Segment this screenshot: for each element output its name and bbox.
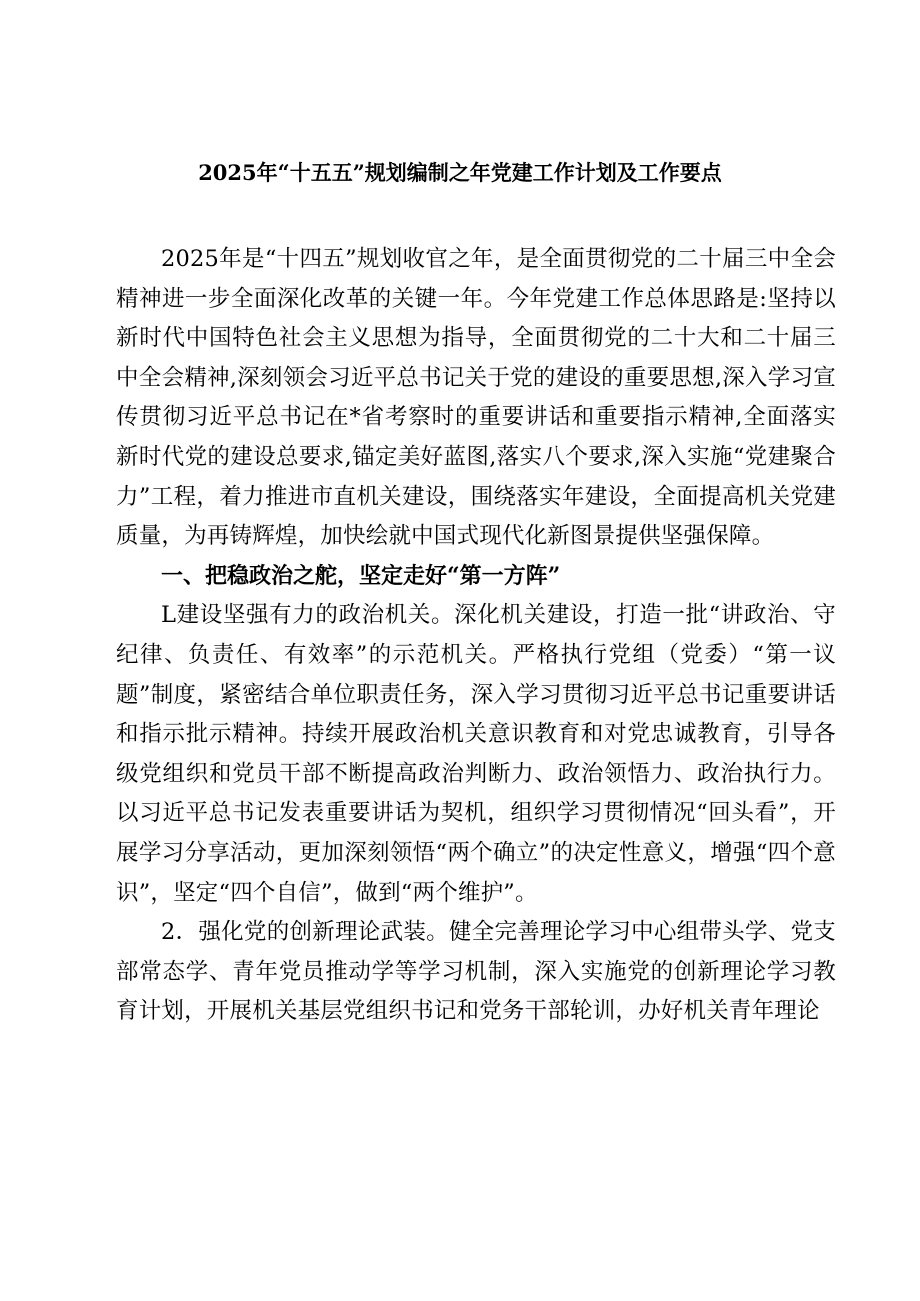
item-1-paragraph: L建设坚强有力的政治机关。深化机关建设，打造一批“讲政治、守纪律、负责任、有效率”的示范机关。严格执行党组（党委）“第一议题”制度，紧密结合单位职责任务，深入学习贯彻习近平总书记重要讲话和指示批示精神。持续开展政治机关意识教育和对党忠诚教育，引导各级党组织和党员干部不断提高政治判断力、政治领悟力、政治执行力。以习近平总书记发表重要讲话为契机，组织学习贯彻情况“回头看”，开展学习分享活动，更加深刻领悟“两个确立”的决定性意义，增强“四个意识”，坚定“四个自信”，做到“两个维护”。 xyxy=(116,602,836,906)
document-title: 2025年“十五五”规划编制之年党建工作计划及工作要点 xyxy=(198,160,722,185)
item-2-paragraph: 2．强化党的创新理论武装。健全完善理论学习中心组带头学、党支部常态学、青年党员推动学等学习机制，深入实施党的创新理论学习教育计划，开展机关基层党组织书记和党务干部轮训，办好机关青年理论 xyxy=(116,919,836,1025)
intro-paragraph: 2025年是“十四五”规划收官之年，是全面贯彻党的二十届三中全会精神进一步全面深化改革的关键一年。今年党建工作总体思路是:坚持以新时代中国特色社会主义思想为指导，全面贯彻党的二十大和二十届三中全会精神,深刻领会习近平总书记关于党的建设的重要思想,深入学习宣传贯彻习近平总书记在*省考察时的重要讲话和重要指示精神,全面落实新时代党的建设总要求,锚定美好蓝图,落实八个要求,深入实施“党建聚合力”工程，着力推进市直机关建设，围绕落实年建设，全面提高机关党建质量，为再铸辉煌，加快绘就中国式现代化新图景提供坚强保障。 xyxy=(116,246,836,550)
section-heading-1: 一、把稳政治之舵，坚定走好“第一方阵” xyxy=(161,562,561,589)
document-body xyxy=(116,240,836,1032)
